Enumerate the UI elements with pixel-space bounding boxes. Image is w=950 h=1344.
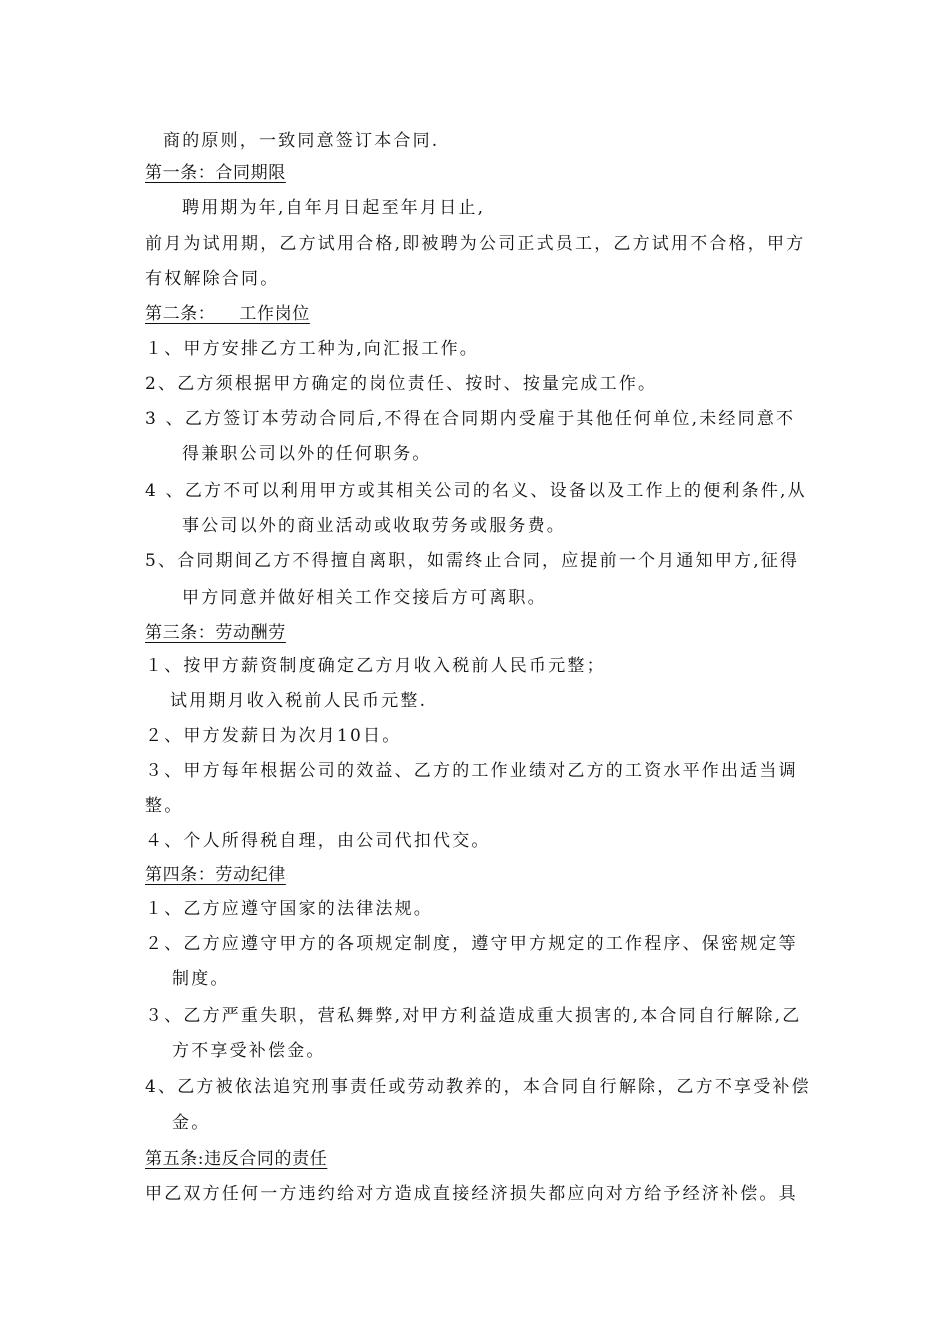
list-item: ２、甲方发薪日为次月10日。	[145, 726, 402, 746]
list-item: 2、乙方须根据甲方确定的岗位责任、按时、按量完成工作。	[145, 374, 658, 394]
list-item-continuation: 得兼职公司以外的任何职务。	[182, 444, 432, 464]
list-item: ２、乙方应遵守甲方的各项规定制度，遵守甲方规定的工作程序、保密规定等	[145, 934, 798, 954]
section-2-heading: 第二条： 工作岗位	[145, 304, 310, 324]
list-item: 4 、乙方不可以利用甲方或其相关公司的名义、设备以及工作上的便利条件,从	[145, 481, 807, 501]
list-item-continuation: 金。	[172, 1113, 211, 1133]
section-1-paragraph: 有权解除合同。	[145, 269, 280, 289]
section-4-heading: 第四条：劳动纪律	[145, 865, 286, 885]
list-item: 4、乙方被依法追究刑事责任或劳动教养的，本合同自行解除，乙方不享受补偿	[145, 1077, 811, 1097]
list-item: ４、个人所得税自理，由公司代扣代交。	[145, 831, 491, 851]
section-1-heading: 第一条：合同期限	[145, 163, 286, 183]
list-item: １、甲方安排乙方工种为,向汇报工作。	[145, 339, 480, 359]
list-item-continuation: 事公司以外的商业活动或收取劳务或服务费。	[182, 516, 566, 536]
section-5-heading: 第五条:违反合同的责任	[145, 1149, 328, 1169]
intro-line: 商的原则，一致同意签订本合同.	[163, 131, 440, 151]
list-item-continuation: 制度。	[172, 969, 230, 989]
list-item: １、乙方应遵守国家的法律法规。	[145, 899, 433, 919]
list-item-continuation: 方不享受补偿金。	[172, 1041, 326, 1061]
section-1-paragraph: 聘用期为年,自年月日起至年月日止,	[182, 198, 486, 218]
list-item: １、按甲方薪资制度确定乙方月收入税前人民币元整；	[145, 656, 606, 676]
list-item-continuation: 试用期月收入税前人民币元整.	[170, 691, 428, 711]
list-item-continuation: 整。	[145, 796, 184, 816]
list-item: 5、合同期间乙方不得擅自离职，如需终止合同，应提前一个月通知甲方,征得	[145, 551, 800, 571]
section-5-paragraph: 甲乙双方任何一方违约给对方造成直接经济损失都应向对方给予经济补偿。具	[145, 1184, 798, 1204]
list-item: 3 、乙方签订本劳动合同后,不得在合同期内受雇于其他任何单位,未经同意不	[145, 409, 796, 429]
list-item: ３、乙方严重失职，营私舞弊,对甲方利益造成重大损害的,本合同自行解除,乙	[145, 1006, 802, 1026]
list-item: ３、甲方每年根据公司的效益、乙方的工作业绩对乙方的工资水平作出适当调	[145, 761, 798, 781]
list-item-continuation: 甲方同意并做好相关工作交接后方可离职。	[182, 588, 547, 608]
section-3-heading: 第三条：劳动酬劳	[145, 623, 286, 643]
section-1-paragraph: 前月为试用期，乙方试用合格,即被聘为公司正式员工，乙方试用不合格，甲方	[145, 234, 806, 254]
